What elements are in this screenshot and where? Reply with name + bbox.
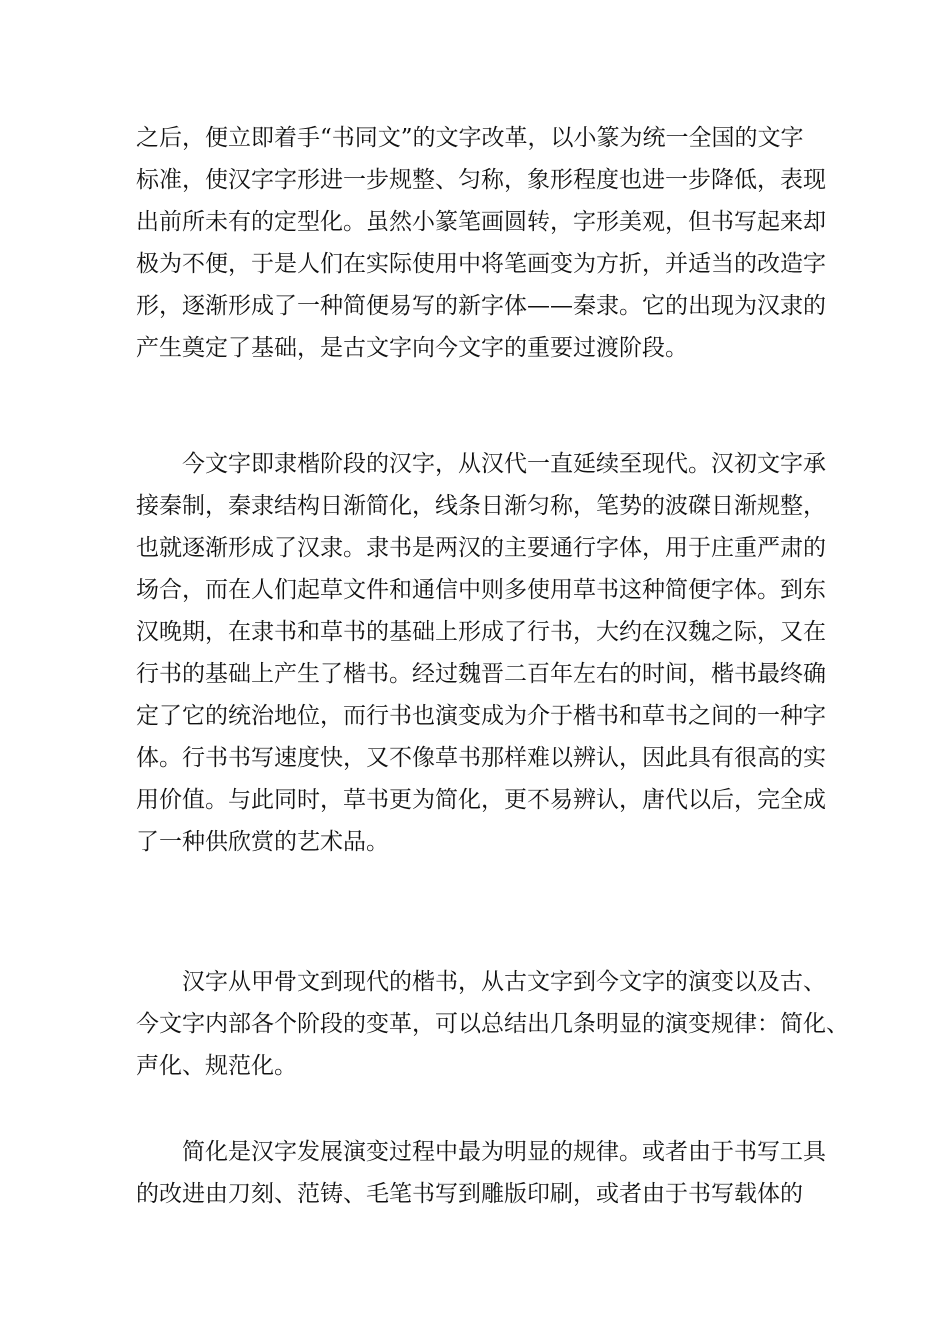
text-line: 场合，而在人们起草文件和通信中则多使用草书这种简便字体。到东 bbox=[136, 577, 826, 603]
paragraph-simplification bbox=[136, 1131, 826, 1215]
text-line: 标准，使汉字字形进一步规整、匀称，象形程度也进一步降低，表现 bbox=[136, 167, 826, 193]
text-line: 体。行书书写速度快，又不像草书那样难以辨认，因此具有很高的实 bbox=[136, 745, 826, 771]
text-line: 行书的基础上产生了楷书。经过魏晋二百年左右的时间，楷书最终确 bbox=[136, 661, 826, 687]
text-line: 简化是汉字发展演变过程中最为明显的规律。或者由于书写工具 bbox=[182, 1139, 826, 1165]
paragraph-modern-script bbox=[136, 443, 826, 863]
text-line: 用价值。与此同时，草书更为简化，更不易辨认，唐代以后，完全成 bbox=[136, 787, 826, 813]
text-line: 今文字即隶楷阶段的汉字，从汉代一直延续至现代。汉初文字承 bbox=[182, 451, 826, 477]
text-line: 了一种供欣赏的艺术品。 bbox=[136, 829, 389, 855]
text-line: 汉字从甲骨文到现代的楷书，从古文字到今文字的演变以及古、 bbox=[182, 969, 826, 995]
text-line: 今文字内部各个阶段的变革，可以总结出几条明显的演变规律：简化、 bbox=[136, 1011, 849, 1037]
text-line: 定了它的统治地位，而行书也演变成为介于楷书和草书之间的一种字 bbox=[136, 703, 826, 729]
text-line: 极为不便，于是人们在实际使用中将笔画变为方折，并适当的改造字 bbox=[136, 251, 826, 277]
text-line: 声化、规范化。 bbox=[136, 1053, 297, 1079]
text-line: 形，逐渐形成了一种简便易写的新字体——秦隶。它的出现为汉隶的 bbox=[136, 293, 826, 319]
paragraph-qin-reform bbox=[136, 117, 826, 369]
text-line: 出前所未有的定型化。虽然小篆笔画圆转，字形美观，但书写起来却 bbox=[136, 209, 826, 235]
text-line: 也就逐渐形成了汉隶。隶书是两汉的主要通行字体，用于庄重严肃的 bbox=[136, 535, 826, 561]
text-line: 的改进由刀刻、范铸、毛笔书写到雕版印刷，或者由于书写载体的 bbox=[136, 1181, 803, 1207]
text-line: 汉晚期，在隶书和草书的基础上形成了行书，大约在汉魏之际，又在 bbox=[136, 619, 826, 645]
text-line: 接秦制，秦隶结构日渐简化，线条日渐匀称，笔势的波磔日渐规整， bbox=[136, 493, 826, 519]
text-line: 之后，便立即着手“书同文”的文字改革，以小篆为统一全国的文字 bbox=[136, 125, 804, 151]
paragraph-evolution-rules bbox=[136, 961, 849, 1087]
text-line: 产生奠定了基础，是古文字向今文字的重要过渡阶段。 bbox=[136, 335, 688, 361]
